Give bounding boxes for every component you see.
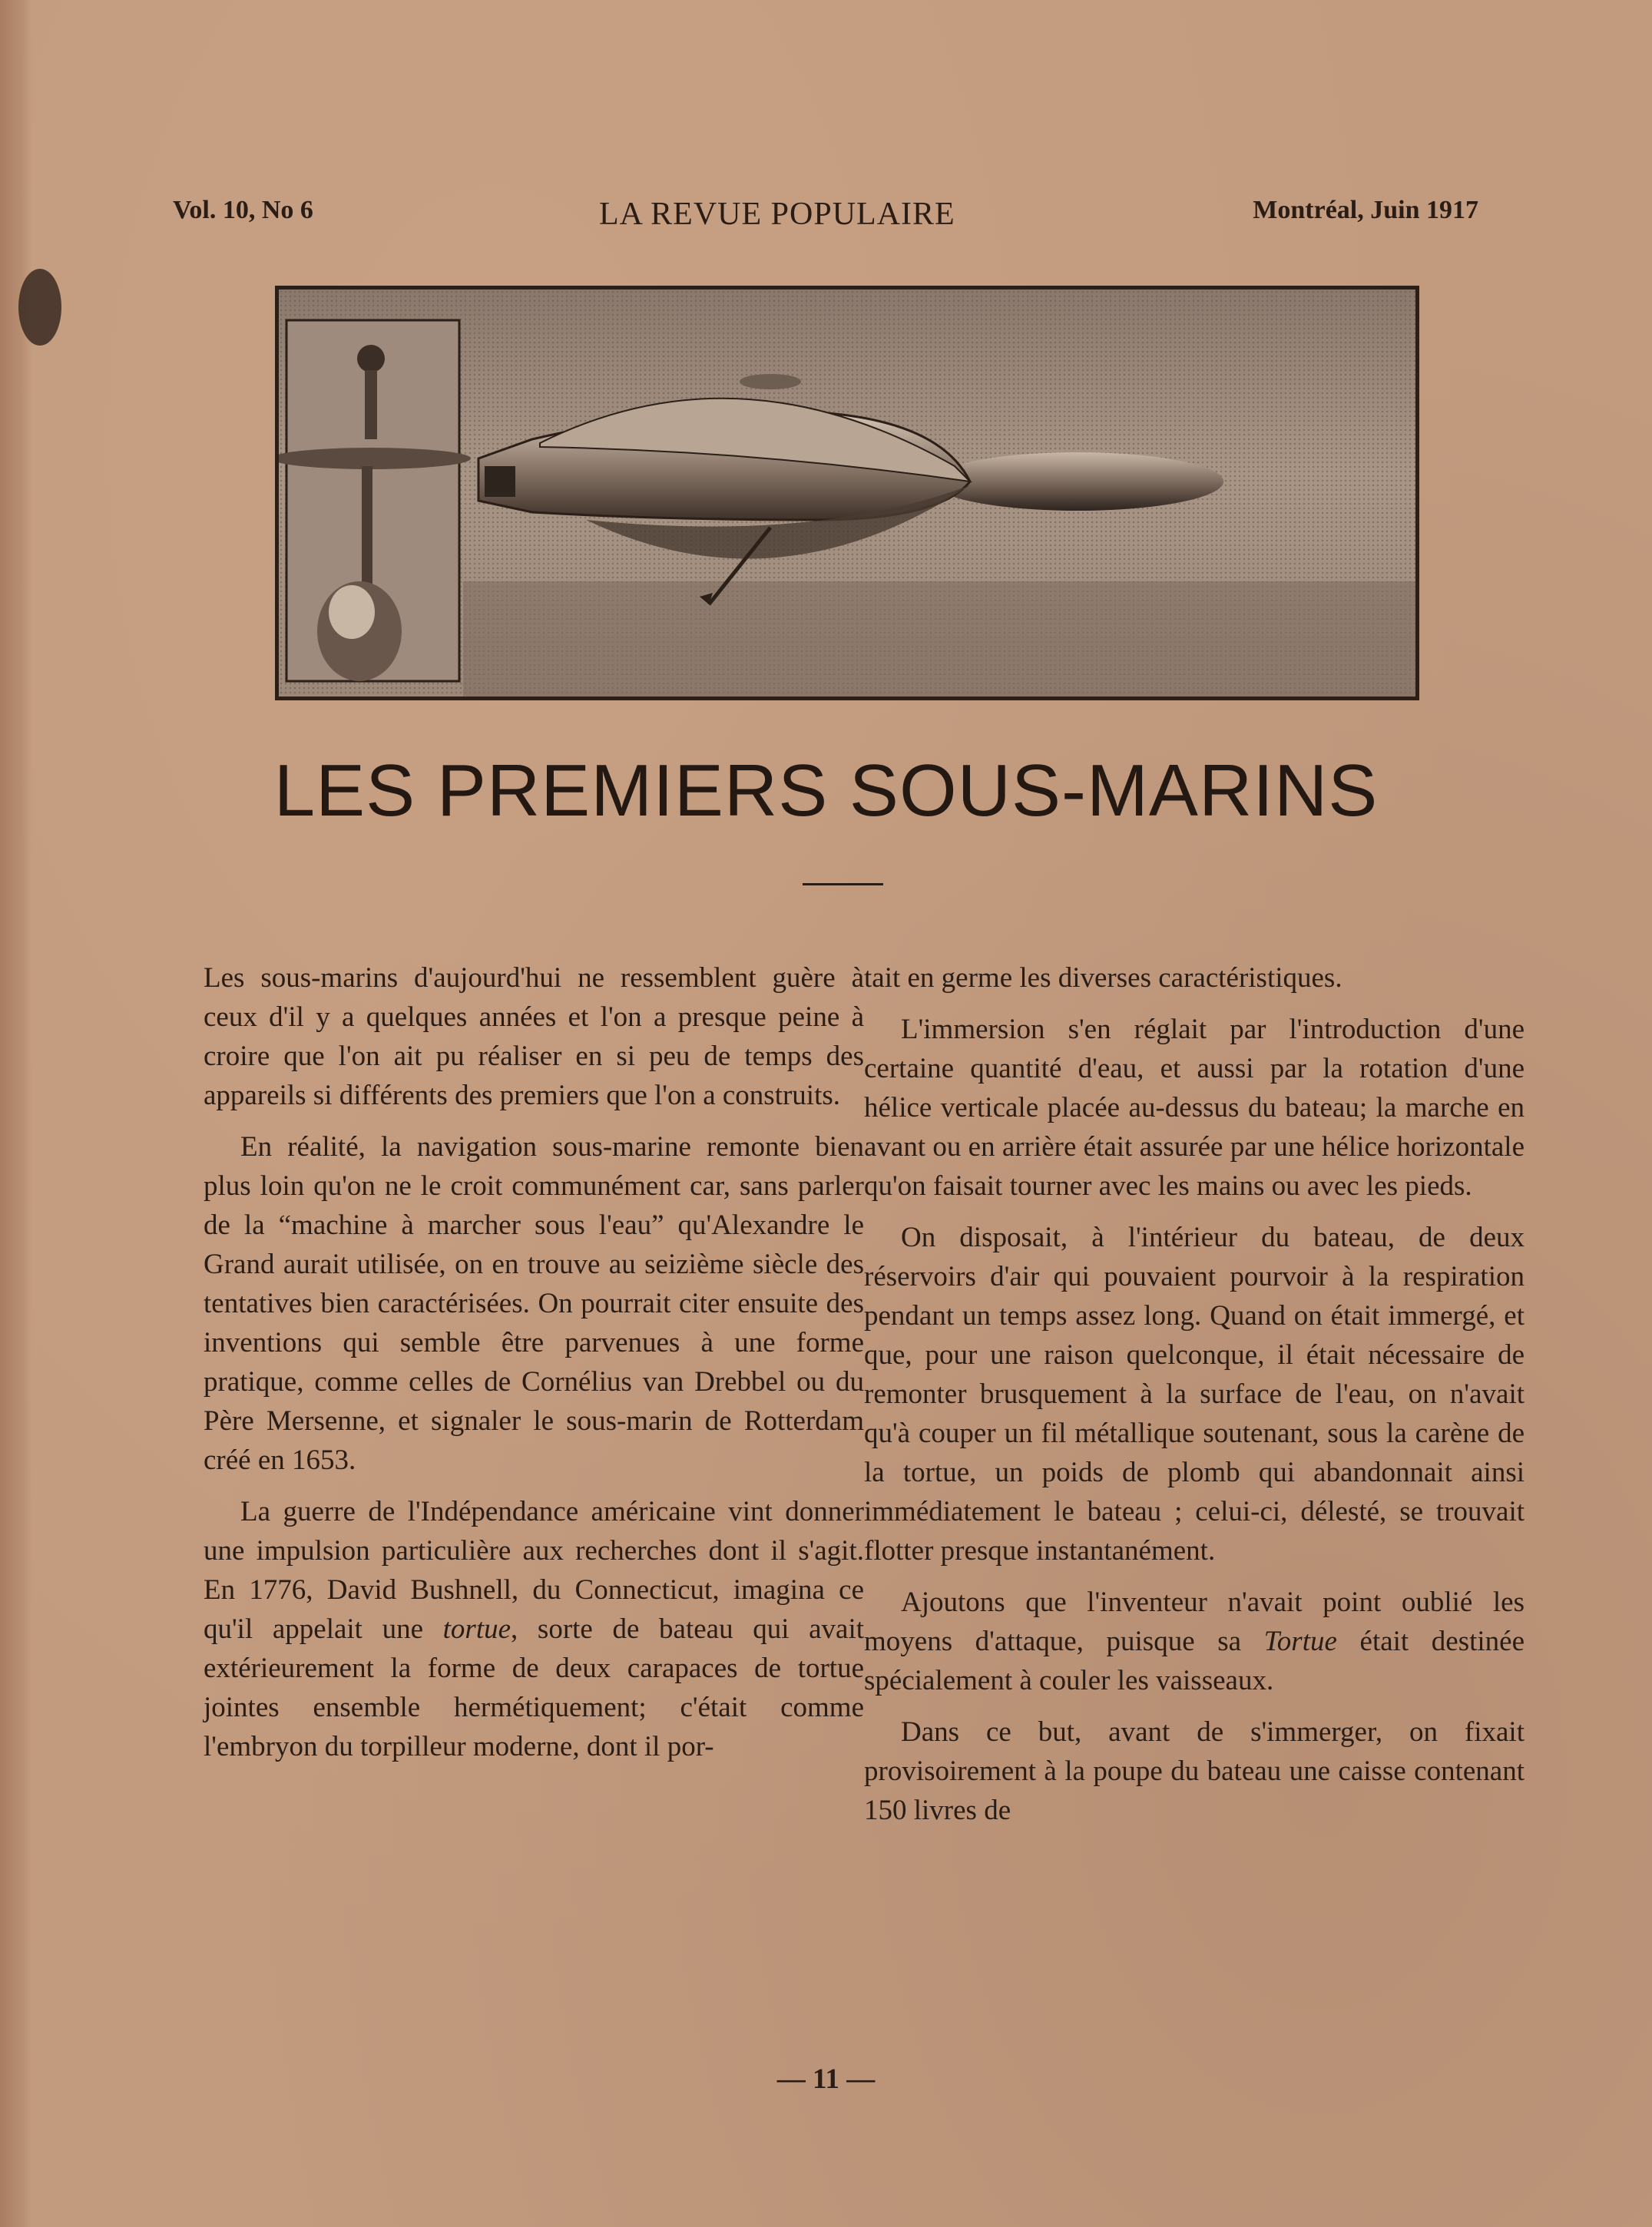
submarine-illustration [275, 286, 1419, 700]
running-header [173, 196, 1478, 242]
paragraph: Les sous-marins d'aujourd'hui ne ressemblent guère à ceux d'il y a quelques années et l'on a presque peine à croire que l'on ait pu réaliser en si peu de temps des appareils si différents des premiers que l'on a construits. [204, 962, 864, 1111]
italic-term: Tortue [1263, 1626, 1337, 1657]
volume-number: Vol. 10, No 6 [173, 196, 313, 224]
paragraph-text: , sorte de bateau qui avait extérieurement la forme de deux carapaces de tortue jointes ensemble hermétiquement; c'était comme l'embryon du torpilleur moderne, dont il por- [204, 1613, 865, 1762]
paragraph: tait en germe les diverses caractéristiques. [864, 962, 1342, 994]
paragraph: L'immersion s'en réglait par l'introduction d'une certaine quantité d'eau, et aussi par la rotation d'une hélice verticale placée au-dessus du bateau; la marche en avant ou en arrière était assurée par une hélice horizontale qu'on faisait tourner avec les mains ou avec les pieds. [864, 1014, 1525, 1202]
left-column [204, 958, 864, 1779]
right-column [864, 958, 1525, 1842]
paragraph [864, 1583, 1525, 1700]
paragraph: En réalité, la navigation sous-marine remonte bien plus loin qu'on ne le croit communément car, sans parler de la “machine à marcher sous l'eau” qu'Alexandre le Grand aurait utilisée, on en trouve au seizième siècle des tentatives bien caractérisées. On pourrait citer ensuite des inventions qui semble être parvenues à une forme pratique, comme celles de Cornélius van Drebbel ou du Père Mersenne, et signaler le sous-marin de Rotterdam créé en 1653. [204, 1131, 864, 1476]
submarine-engraving [279, 290, 1415, 697]
italic-term: tortue [442, 1613, 511, 1645]
paragraph-text: était destinée spécialement à couler les vaisseaux. [864, 1626, 1525, 1696]
place-and-date: Montréal, Juin 1917 [1253, 196, 1478, 224]
paragraph-text: La guerre de l'Indépendance américaine vint donner une impulsion particulière aux recherches dont il s'agit. En 1776, David Bushnell, du Connecticut, imagina ce qu'il appelait une [204, 1496, 864, 1645]
title-rule [803, 883, 883, 885]
paragraph-text: Ajoutons que l'inventeur n'avait point oublié les moyens d'attaque, puisque sa [864, 1587, 1525, 1657]
binding-hole [18, 269, 61, 346]
page-number: — 11 — [776, 2063, 876, 2095]
paragraph: Dans ce but, avant de s'immerger, on fixait provisoirement à la poupe du bateau une caisse contenant 150 livres de [864, 1716, 1525, 1826]
paragraph: On disposait, à l'intérieur du bateau, de deux réservoirs d'air qui pouvaient pourvoir à la respiration pendant un temps assez long. Quand on était immergé, et que, pour une raison quelconque, il était nécessaire de remonter brusquement à la surface de l'eau, on n'avait qu'à couper un fil métallique soutenant, sous la carène de la tortue, un poids de plomb qui abandonnait ainsi immédiatement le bateau ; celui-ci, délesté, se trouvait flotter presque instantanément. [864, 1222, 1525, 1567]
publication-name: LA REVUE POPULAIRE [599, 197, 955, 232]
paragraph [204, 1492, 864, 1766]
article-title: LES PREMIERS SOUS-MARINS [273, 750, 1379, 832]
